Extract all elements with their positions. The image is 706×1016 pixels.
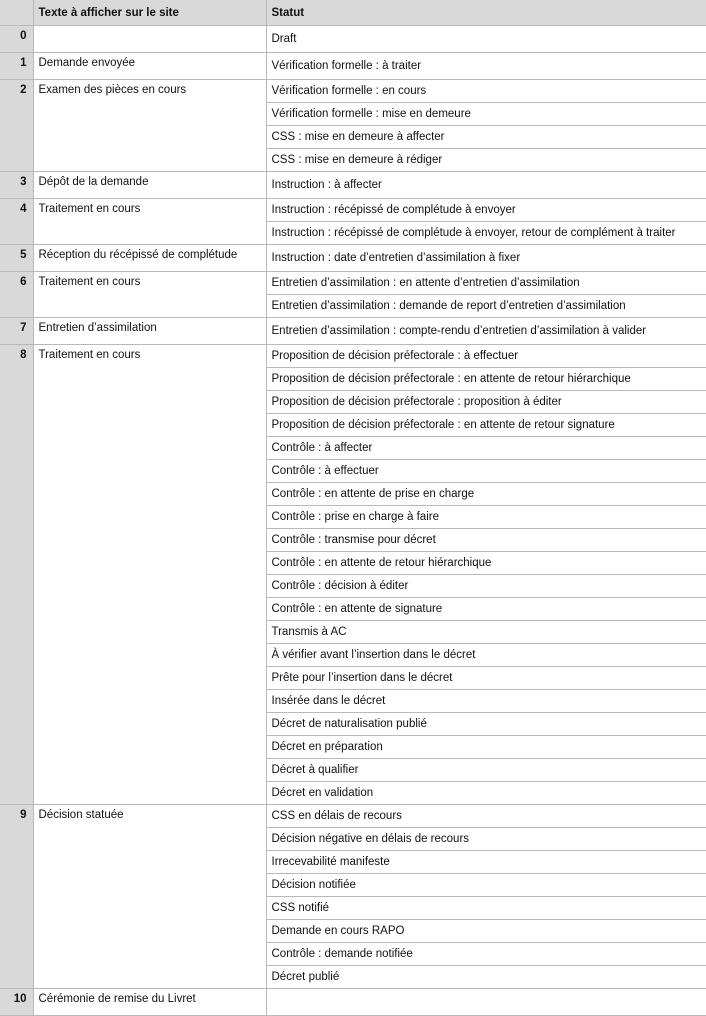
table-header-row [0,0,706,26]
step-number: 10 [0,989,33,1016]
status-cell: Proposition de décision préfectorale : en attente de retour signature [266,414,706,437]
table-row [0,80,706,103]
status-cell: Vérification formelle : à traiter [266,53,706,80]
site-text: Décision statuée [33,805,266,989]
step-number: 1 [0,53,33,80]
header-site-text: Texte à afficher sur le site [33,0,266,26]
step-number: 2 [0,80,33,172]
status-cell: Instruction : à affecter [266,172,706,199]
status-cell: Draft [266,26,706,53]
table-row [0,199,706,222]
table-row [0,172,706,199]
status-cell: Contrôle : en attente de signature [266,598,706,621]
status-cell: Décision notifiée [266,874,706,897]
table-row [0,272,706,295]
table-row [0,989,706,1016]
status-cell: Contrôle : à effectuer [266,460,706,483]
status-cell: Instruction : récépissé de complétude à envoyer, retour de complément à traiter [266,222,706,245]
table-body [0,26,706,1016]
status-cell: Vérification formelle : en cours [266,80,706,103]
status-cell: Contrôle : en attente de prise en charge [266,483,706,506]
status-cell: CSS notifié [266,897,706,920]
status-cell: Contrôle : à affecter [266,437,706,460]
step-number: 8 [0,345,33,805]
site-text: Dépôt de la demande [33,172,266,199]
status-cell: CSS : mise en demeure à rédiger [266,149,706,172]
status-cell: Décision négative en délais de recours [266,828,706,851]
table-row [0,805,706,828]
table-row [0,53,706,80]
status-cell: Décret en préparation [266,736,706,759]
status-cell: Proposition de décision préfectorale : à effectuer [266,345,706,368]
site-text: Traitement en cours [33,199,266,245]
status-cell: Décret de naturalisation publié [266,713,706,736]
status-cell: Contrôle : en attente de retour hiérarchique [266,552,706,575]
status-cell: Entretien d’assimilation : en attente d’entretien d’assimilation [266,272,706,295]
site-text: Réception du récépissé de complétude [33,245,266,272]
status-cell: Vérification formelle : mise en demeure [266,103,706,126]
status-cell: Prête pour l’insertion dans le décret [266,667,706,690]
status-cell: Instruction : récépissé de complétude à envoyer [266,199,706,222]
step-number: 0 [0,26,33,53]
step-number: 9 [0,805,33,989]
step-number: 5 [0,245,33,272]
site-text: Demande envoyée [33,53,266,80]
status-cell: Entretien d’assimilation : demande de report d’entretien d’assimilation [266,295,706,318]
site-text [33,26,266,53]
status-cell: Proposition de décision préfectorale : en attente de retour hiérarchique [266,368,706,391]
table-row [0,26,706,53]
status-cell: Contrôle : transmise pour décret [266,529,706,552]
step-number: 6 [0,272,33,318]
status-cell [266,989,706,1016]
step-number: 7 [0,318,33,345]
header-status: Statut [266,0,706,26]
status-cell: Instruction : date d’entretien d’assimilation à fixer [266,245,706,272]
status-cell: Décret en validation [266,782,706,805]
table-row [0,345,706,368]
status-cell: Contrôle : décision à éditer [266,575,706,598]
status-cell: Demande en cours RAPO [266,920,706,943]
table-row [0,245,706,272]
status-cell: Décret à qualifier [266,759,706,782]
step-number: 3 [0,172,33,199]
table-row [0,318,706,345]
status-cell: CSS : mise en demeure à affecter [266,126,706,149]
status-cell: À vérifier avant l’insertion dans le décret [266,644,706,667]
header-number [0,0,33,26]
site-text: Cérémonie de remise du Livret [33,989,266,1016]
status-cell: Contrôle : prise en charge à faire [266,506,706,529]
status-cell: Transmis à AC [266,621,706,644]
site-text: Traitement en cours [33,345,266,805]
step-number: 4 [0,199,33,245]
site-text: Entretien d’assimilation [33,318,266,345]
status-cell: Entretien d’assimilation : compte-rendu d’entretien d’assimilation à valider [266,318,706,345]
status-cell: CSS en délais de recours [266,805,706,828]
status-cell: Insérée dans le décret [266,690,706,713]
status-cell: Irrecevabilité manifeste [266,851,706,874]
status-cell: Contrôle : demande notifiée [266,943,706,966]
status-cell: Décret publié [266,966,706,989]
status-cell: Proposition de décision préfectorale : proposition à éditer [266,391,706,414]
site-text: Traitement en cours [33,272,266,318]
site-text: Examen des pièces en cours [33,80,266,172]
